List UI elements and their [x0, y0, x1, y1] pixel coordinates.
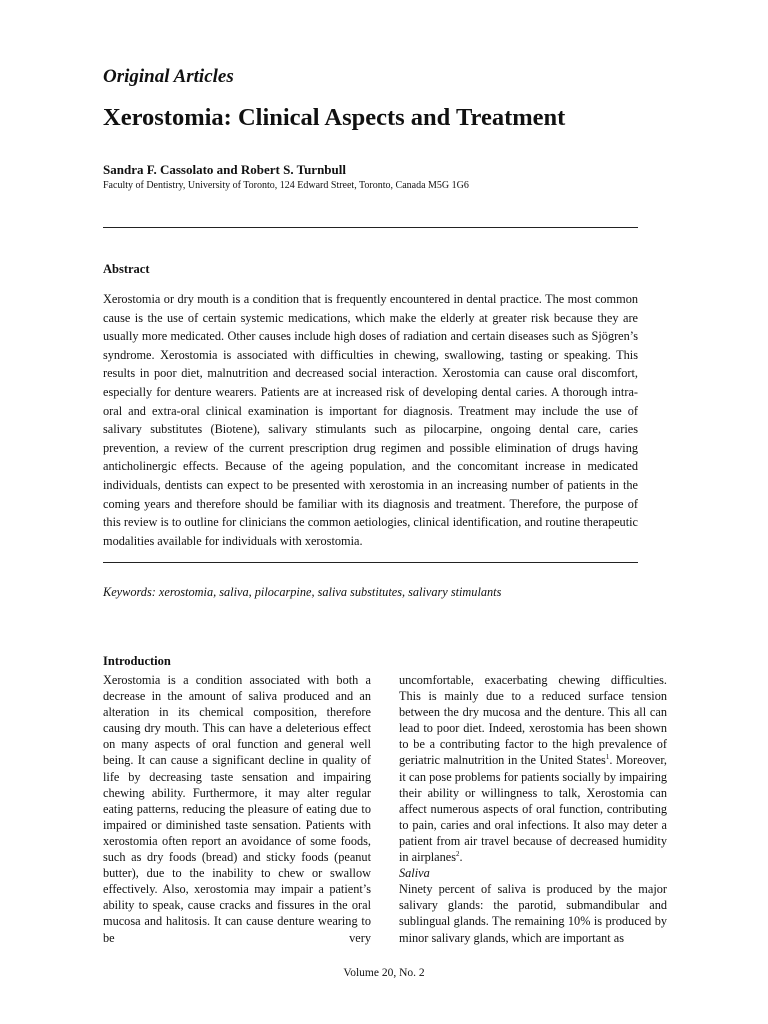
right-column: [399, 672, 667, 946]
intro-text-part3: .: [459, 850, 463, 865]
keywords: Keywords: xerostomia, saliva, pilocarpine, saliva substitutes, salivary stimulants: [103, 585, 502, 599]
top-rule: [103, 227, 638, 228]
saliva-paragraph: Ninety percent of saliva is produced by the major salivary glands: the parotid, submandibular and sublingual glands. The remaining 10% is produced by minor salivary glands, which are important as: [399, 882, 667, 945]
abstract-heading: Abstract: [103, 262, 150, 276]
intro-text-part1: uncomfortable, exacerbating chewing difficulties. This is mainly due to a reduced surface tension between the dry mucosa and the denture. This all can lead to poor diet. Indeed, xerostomia has been shown to be a contributing factor to the high prevalence of geriatric malnutrition in the United States: [399, 673, 667, 768]
reference-2: 2: [456, 849, 460, 858]
reference-1: 1: [605, 753, 610, 762]
introduction-heading: Introduction: [103, 654, 171, 668]
intro-text-part2: . Moreover, it can pose problems for patients socially by impairing their ability or willingness to talk, Xerostomia can affect numerous aspects of oral function, contributing to pain, caries and oral infections. It also may deter a patient from air travel because of decreased humidity in airplanes: [399, 753, 667, 865]
left-column: [103, 672, 371, 946]
saliva-subheading: Saliva: [399, 866, 430, 881]
bottom-rule: [103, 562, 638, 563]
intro-paragraph-left: Xerostomia is a condition associated with both a decrease in the amount of saliva produced and an alteration in its chemical composition, therefore causing dry mouth. This can have a deleterious effect on many aspects of oral function and general well being. It can cause a significant decline in quality of life by decreasing taste sensation and impairing chewing ability. Furthermore, it may alter regular eating patterns, reducing the pleasure of eating due to impaired or diminished taste sensation. Patients with xerostomia often report an avoidance of some foods, such as dry foods (bread) and sticky foods (peanut butter), due to the inability to chew or swallow effectively. Also, xerostomia may impair a patient’s ability to speak, cause cracks and fissures in the oral mucosa and halitosis. It can cause denture wearing to be very: [103, 673, 371, 945]
abstract-text: Xerostomia or dry mouth is a condition that is frequently encountered in dental practice. The most common cause is the use of certain systemic medications, which make the elderly at greater risk because they are usually more medicated. Other causes include high doses of radiation and certain diseases such as Sjögren’s syndrome. Xerostomia is associated with difficulties in chewing, swallowing, tasting or speaking. This results in poor diet, malnutrition and decreased social interaction. Xerostomia can cause oral discomfort, especially for denture wearers. Patients are at increased risk of developing dental caries. A thorough intra-oral and extra-oral clinical examination is important for diagnosis. Treatment may include the use of salivary substitutes (Biotene), salivary stimulants such as pilocarpine, ongoing dental care, caries prevention, a review of the current prescription drug regimen and possible elimination of drugs having anticholinergic effects. Because of the ageing population, and the concomitant increase in medicated individuals, dentists can expect to be presented with xerostomia in an increasing number of patients in the coming years and therefore should be familiar with its diagnosis and treatment. Therefore, the purpose of this review is to outline for clinicians the common aetiologies, clinical identification, and routine therapeutic modalities available for individuals with xerostomia.: [103, 292, 638, 548]
section-label: Original Articles: [103, 66, 234, 87]
authors: Sandra F. Cassolato and Robert S. Turnbull: [103, 162, 346, 177]
article-title: Xerostomia: Clinical Aspects and Treatment: [103, 104, 566, 131]
intro-paragraph-right: [399, 672, 667, 865]
page-footer: Volume 20, No. 2: [343, 967, 425, 979]
affiliation: Faculty of Dentistry, University of Toronto, 124 Edward Street, Toronto, Canada M5G 1G6: [103, 180, 469, 191]
